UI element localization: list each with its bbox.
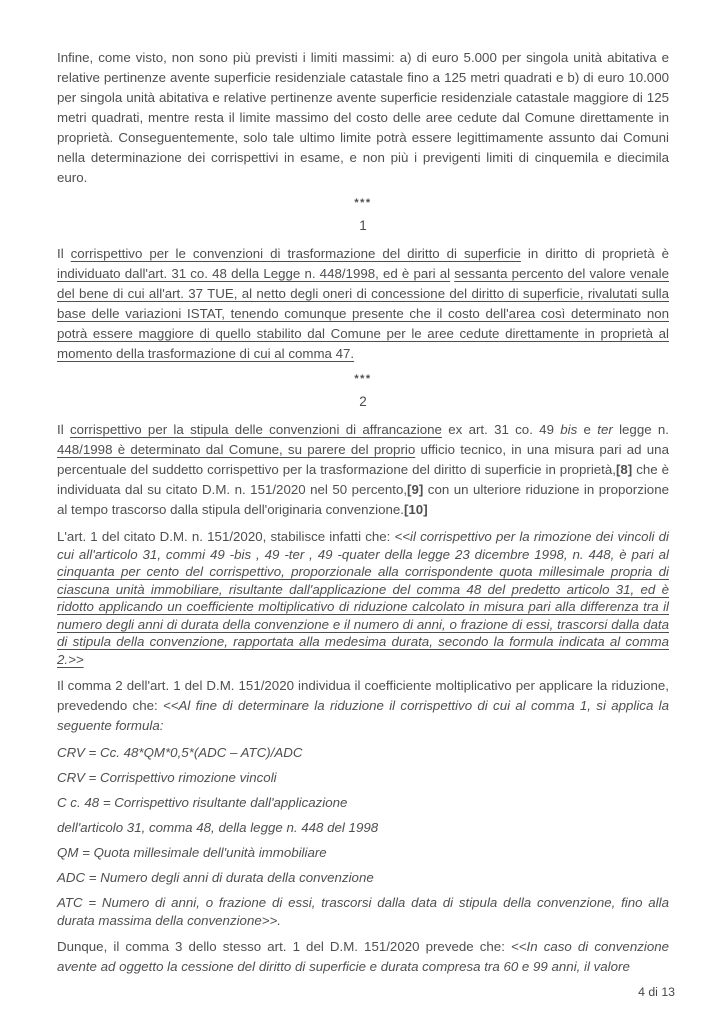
text-run: *** [354,373,372,385]
section-number [57,394,669,410]
section-number [57,218,669,234]
text-run: bis [560,422,578,437]
text-run: corrispettivo per le convenzioni di trasformazione del diritto di superficie [70,246,521,261]
formula [57,819,669,837]
text-run: [10] [403,502,428,517]
quote [57,528,669,668]
formula [57,869,669,887]
body [57,937,669,977]
text-run: Infine, come visto, non sono più previsti i limiti massimi: a) di euro 5.000 per singola unità abitativa e relative pertinenze avente superficie residenziale catastale fino a 125 metri quadrati e b) di euro 10.000 per singola unità abitativa e relative pertinenze avente superficie residenziale catastale maggiore di 125 metri quadrati, mentre resta il limite massimo del costo delle aree cedute dal Comune direttamente in proprietà. Conseguentemente, solo tale ultimo limite potrà essere legittimamente assunto dai Comuni nella determinazione dei corrispettivi in esame, e non più i previgenti limiti di cinquemila e diecimila euro. [57,50,669,185]
text-run: corrispettivo per la stipula delle convenzioni di affrancazione [69,422,442,437]
text-run: in diritto di proprietà è [520,246,670,261]
formula [57,769,669,787]
text-run: Il [57,246,71,261]
text-run: [9] [407,482,424,497]
text-run: ufficio tecnico, in una misura pari ad una percentuale del suddetto corrispettivo per la trasformazione del diritto di superficie in proprietà, [57,442,669,477]
text-run: Il comma 2 dell'art. 1 del D.M. 151/2020 individua il coefficiente moltiplicativo per applicare la riduzione, prevedendo che: [57,678,669,713]
formula [57,744,669,762]
text-run: 2 [359,394,367,409]
text-run: 448/1998 è determinato dal Comune, su parere del proprio [57,442,416,457]
text-run: <<In caso di convenzione avente ad oggetto la cessione del diritto di superficie e durata compresa tra 60 e 99 anni, il valore [57,939,670,974]
document-content [57,48,669,977]
text-run: Il [57,422,70,437]
page-number: 4 di 13 [638,985,675,999]
text-run: sessanta percento del valore venale del bene di cui all'art. 37 TUE, al netto degli oneri di concessione del diritto di superficie, rivalutati sulla base delle variazioni ISTAT, tenendo comunque presente che il costo dell'area così determinato non potrà essere maggiore di quello stabilito dal Comune per le aree cedute direttamente in proprietà al momento della trasformazione di cui al comma 47. [57,266,669,361]
formula [57,844,669,862]
text-run: legge n. [612,422,669,437]
text-run: individuato dall'art. 31 co. 48 della Legge n. 448/1998, ed è pari al [57,266,451,281]
body [57,48,669,188]
text-run: cinquanta per cento del corrispettivo, proporzionale alla corrispondente quota millesimale propria di ciascuna unità immobiliare, risultante dall'applicazione del comma 48 del predetto articolo 31, ed è ridotto applicando un coefficiente moltiplicativo di riduzione calcolato in misura pari alla differenza tra il numero degli anni di durata della convenzione e il numero di anni, o frazione di essi, trascorsi dalla data di stipula della convenzione, rapportata alla medesima durata, secondo la formula indicata al comma 2.>> [57,564,669,667]
body [57,420,669,520]
text-run: [8] [615,462,633,477]
text-run: che è individuata dal su citato D.M. n. 151/2020 nel 50 percento, [57,462,669,497]
text-run: CRV = Corrispettivo rimozione vincoli [57,770,277,785]
text-run: *** [354,197,372,209]
formula [57,894,669,930]
text-run: e [577,422,598,437]
text-run: CRV = Cc. 48*QM*0,5*(ADC – ATC)/ADC [57,745,303,760]
separator [57,372,669,386]
text-run: ter [597,422,613,437]
text-run: ex art. 31 co. 49 [441,422,561,437]
text-run: Dunque, il comma 3 dello stesso art. 1 del D.M. 151/2020 prevede che: [57,939,511,954]
text-run: <<il corrispettivo per la rimozione dei vincoli di cui all'articolo 31, commi 49 -bis , 49 -ter , 49 -quater della legge 23 dicembre 1998, n. 448, è pari al [57,529,669,562]
text-run: L'art. 1 del citato D.M. n. 151/2020, stabilisce infatti che: [57,529,395,544]
formula [57,794,669,812]
text-run: ADC = Numero degli anni di durata della convenzione [57,870,374,885]
text-run: dell'articolo 31, comma 48, della legge n. 448 del 1998 [57,820,379,835]
body [57,676,669,736]
text-run: 1 [359,218,367,233]
text-run: con un ulteriore riduzione in proporzione al tempo trascorso dalla stipula dell'originaria convenzione. [57,482,669,517]
separator [57,196,669,210]
body [57,244,669,364]
text-run: <<Al fine di determinare la riduzione il corrispettivo di cui al comma 1, si applica la seguente formula: [57,698,669,733]
text-run: QM = Quota millesimale dell'unità immobiliare [57,845,327,860]
text-run: C c. 48 = Corrispettivo risultante dall'applicazione [57,795,348,810]
text-run: ATC = Numero di anni, o frazione di essi, trascorsi dalla data di stipula della convenzione, fino alla durata massima della convenzione>>. [57,895,669,928]
